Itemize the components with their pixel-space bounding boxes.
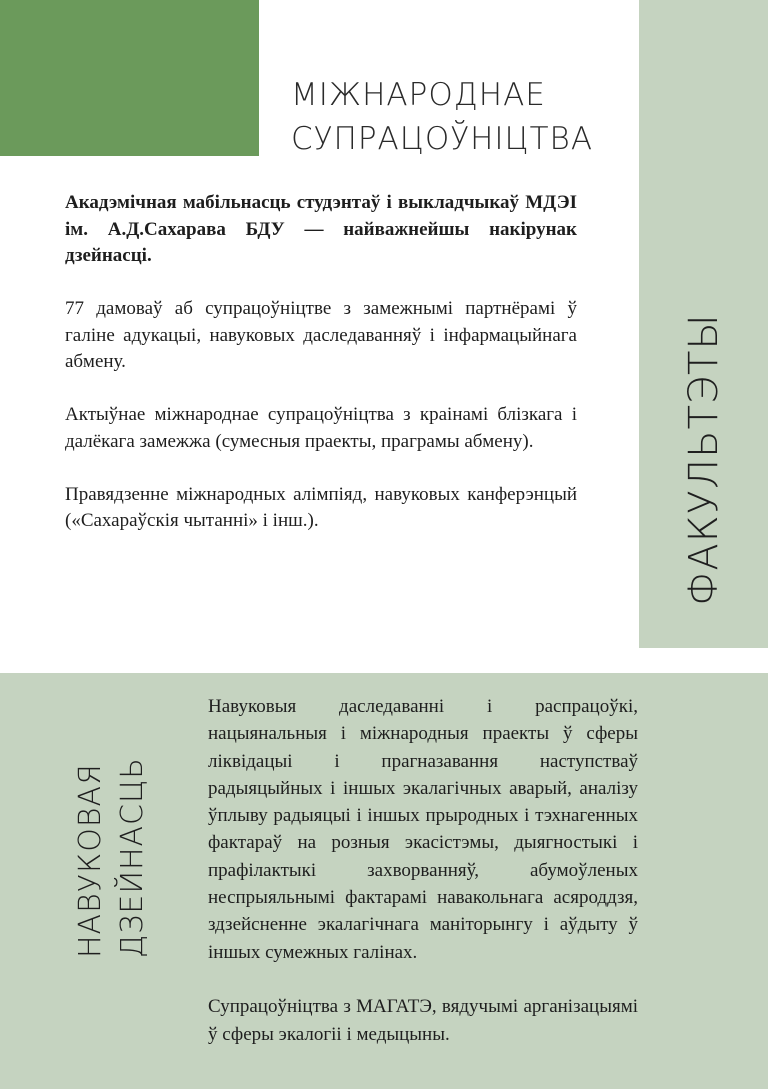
science-paragraph-1: Навуковыя даследаванні і распрацоўкі, нацыянальныя і міжнародныя праекты ў сферы ліквідацыі і прагназавання наступстваў радыяцыйных і іншых экалагічных аварый, аналізу ўплыву радыяцыі і іншых прыродных і тэхнагенных фактараў на розныя экасістэмы, дыягностыкі і прафілактыкі захворванняў, абумоўленых неспрыяльнымі фактарамі навакольнага асяроддзя, здзейсненне экалагічнага маніторынгу і аўдыту ў іншых сумежных галінах.	[208, 696, 638, 963]
science-vertical-label	[70, 748, 162, 958]
science-paragraph-2: Супрацоўніцтва з МАГАТЭ, вядучымі арганізацыямі ў сферы экалогіі і медыцыны.	[208, 996, 638, 1045]
green-accent-block	[0, 0, 259, 156]
cooperation-paragraph-1: 77 дамоваў аб супрацоўніцтве з замежнымі партнёрамі ў галіне адукацыі, навуковых даследаванняў і інфармацыйнага абмену.	[65, 298, 577, 372]
science-section	[208, 693, 638, 1075]
page-title	[291, 73, 631, 161]
faculties-vertical-label: ФАКУЛЬТЭТЫ	[681, 313, 727, 607]
science-label-line-2: ДЗЕЙНАСЦЬ	[115, 757, 150, 958]
cooperation-paragraph-2: Актыўнае міжнароднае супрацоўніцтва з краінамі блізкага і далёкага замежжа (сумесныя праекты, праграмы абмену).	[65, 404, 577, 452]
cooperation-paragraph-3: Правядзенне міжнародных алімпіяд, навуковых канферэнцый («Сахараўскія чытанні» і інш.).	[65, 483, 577, 531]
title-line-2: СУПРАЦОЎНІЦТВА	[291, 120, 594, 157]
cooperation-lead: Акадэмічная мабільнасць студэнтаў і выкладчыкаў МДЭІ ім. А.Д.Сахарава БДУ — найважнейшы накірунак дзейнасці.	[65, 192, 577, 266]
cooperation-section	[65, 190, 577, 561]
title-line-1: МІЖНАРОДНАЕ	[291, 76, 546, 113]
science-label-line-1: НАВУКОВАЯ	[73, 763, 108, 958]
